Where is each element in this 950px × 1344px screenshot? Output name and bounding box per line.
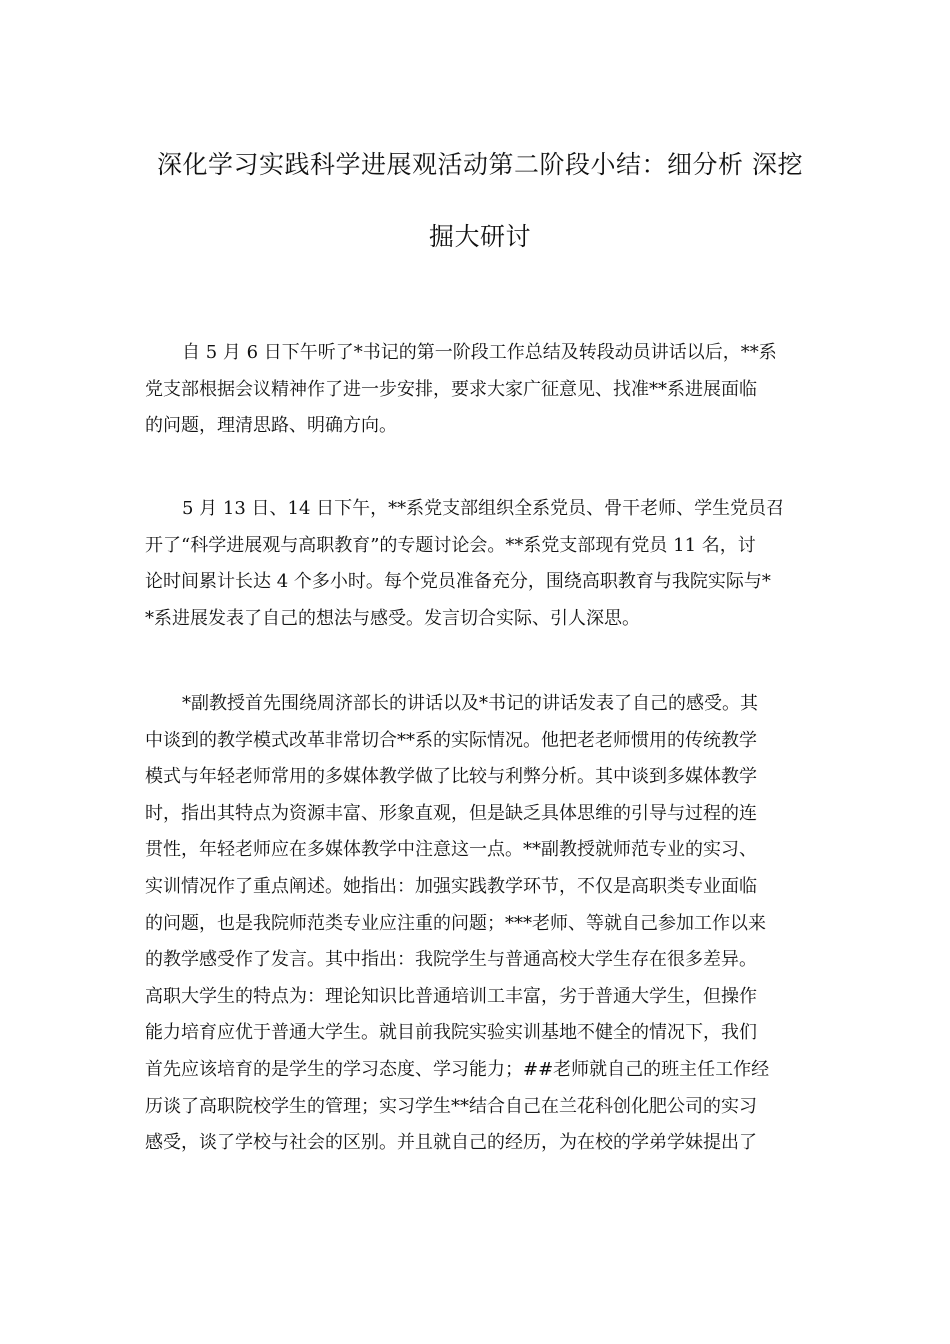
paragraph-line: 论时间累计长达 4 个多小时。每个党员准备充分，围绕高职教育与我院实际与* — [145, 571, 771, 593]
paragraph-line: 首先应该培育的是学生的学习态度、学习能力；##老师就自己的班主任工作经 — [145, 1058, 770, 1080]
paragraph-meeting — [145, 491, 815, 637]
paragraph-line: 贯性，年轻老师应在多媒体教学中注意这一点。**副教授就师范专业的实习、 — [145, 839, 757, 861]
paragraph-line: 能力培育应优于普通大学生。就目前我院实验实训基地不健全的情况下，我们 — [145, 1022, 757, 1044]
paragraph-line: 高职大学生的特点为：理论知识比普通培训工丰富，劣于普通大学生，但操作 — [145, 985, 757, 1007]
paragraph-line: 开了“科学进展观与高职教育”的专题讨论会。**系党支部现有党员 11 名，讨 — [145, 534, 756, 556]
paragraph-line: 自 5 月 6 日下午听了*书记的第一阶段工作总结及转段动员讲话以后，**系 — [182, 342, 777, 363]
paragraph-line: *系进展发表了自己的想法与感受。发言切合实际、引人深思。 — [145, 607, 640, 629]
paragraph-line: 党支部根据会议精神作了进一步安排，要求大家广征意见、找准**系进展面临 — [145, 378, 757, 400]
title-line: 深化学习实践科学进展观活动第二阶段小结：细分析 深挖 — [157, 150, 803, 179]
paragraph-line: 5 月 13 日、14 日下午，**系党支部组织全系党员、骨干老师、学生党员召 — [182, 498, 785, 519]
paragraph-line: 的问题，也是我院师范类专业应注重的问题；***老师、等就自己参加工作以来 — [145, 912, 766, 934]
paragraph-line: *副教授首先围绕周济部长的讲话以及*书记的讲话发表了自己的感受。其 — [182, 693, 758, 714]
paragraph-line: 的问题，理清思路、明确方向。 — [145, 415, 397, 437]
paragraph-line: 的教学感受作了发言。其中指出：我院学生与普通高校大学生存在很多差异。 — [145, 949, 757, 971]
paragraph-line: 历谈了高职院校学生的管理；实习学生**结合自己在兰花科创化肥公司的实习 — [145, 1095, 757, 1117]
paragraph-line: 感受，谈了学校与社会的区别。并且就自己的经历，为在校的学弟学妹提出了 — [145, 1132, 757, 1154]
paragraph-intro — [145, 335, 815, 445]
paragraph-discussion — [145, 686, 815, 1162]
paragraph-line: 时，指出其特点为资源丰富、形象直观，但是缺乏具体思维的引导与过程的连 — [145, 802, 757, 824]
paragraph-line: 实训情况作了重点阐述。她指出：加强实践教学环节，不仅是高职类专业面临 — [145, 875, 757, 897]
paragraph-line: 中谈到的教学模式改革非常切合**系的实际情况。他把老老师惯用的传统教学 — [145, 729, 757, 751]
paragraph-line: 模式与年轻老师常用的多媒体教学做了比较与利弊分析。其中谈到多媒体教学 — [145, 766, 757, 788]
document-title — [140, 129, 820, 273]
title-line: 掘大研讨 — [428, 222, 531, 251]
